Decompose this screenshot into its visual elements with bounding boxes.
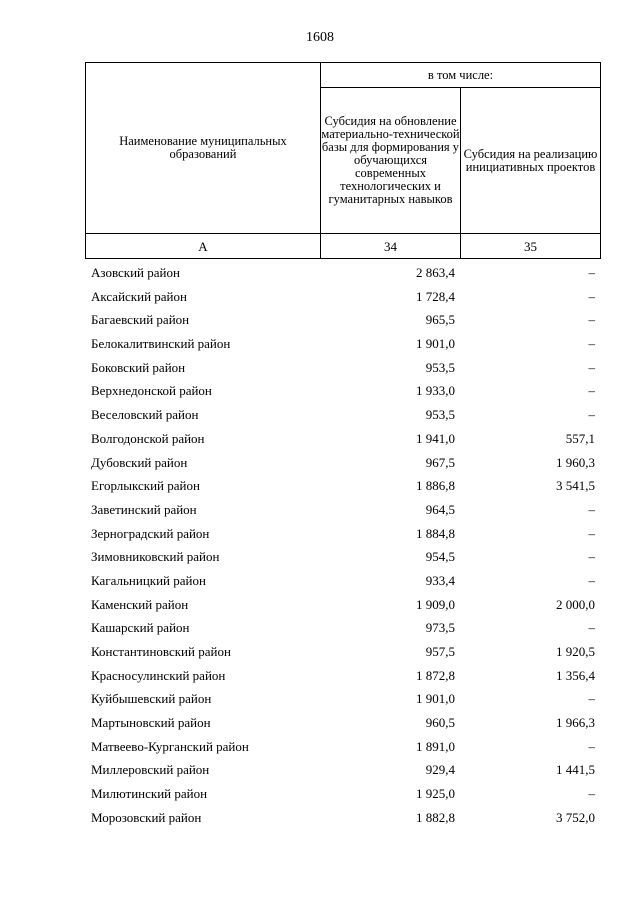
subsidy-35-value: 1 960,3: [556, 454, 595, 470]
municipality-name: Заветинский район: [91, 501, 197, 517]
municipality-name: Волгодонской район: [91, 430, 205, 446]
subsidy-34-value: 1 901,0: [416, 336, 455, 352]
municipality-name: Мартыновский район: [91, 715, 211, 731]
subsidy-34-value: 933,4: [425, 572, 455, 588]
column-35-header: Субсидия на реализацию инициативных проектов: [461, 88, 601, 234]
subsidy-34-value: 1 933,0: [416, 383, 455, 399]
subsidy-34-value: 967,5: [425, 454, 455, 470]
subsidy-35-value: –: [588, 572, 595, 588]
table-row: [85, 664, 601, 688]
table-body: [85, 261, 601, 830]
municipality-name: Куйбышевский район: [91, 691, 212, 707]
municipality-name: Морозовский район: [91, 809, 202, 825]
subsidy-34-value: 1 728,4: [416, 288, 455, 304]
subsidy-34-value: 2 863,4: [416, 265, 455, 280]
subsidy-34-value: 953,5: [425, 359, 455, 375]
subsidy-34-value: 1 882,8: [416, 809, 455, 825]
municipality-name: Веселовский район: [91, 407, 199, 423]
table-row: [85, 451, 601, 475]
table-row: [85, 427, 601, 451]
municipality-name: Зимовниковский район: [91, 549, 220, 565]
subsidy-34-value: 973,5: [425, 620, 455, 636]
municipality-name: Аксайский район: [91, 288, 187, 304]
table-row: [85, 782, 601, 806]
subsidy-35-value: 3 752,0: [556, 809, 595, 825]
municipality-name: Егорлыкский район: [91, 478, 200, 494]
subsidy-35-value: –: [588, 383, 595, 399]
subsidy-34-value: 1 909,0: [416, 596, 455, 612]
subsidy-35-value: 1 356,4: [556, 667, 595, 683]
subsidy-35-value: 2 000,0: [556, 596, 595, 612]
table-row: [85, 687, 601, 711]
table-row: [85, 735, 601, 759]
table-row: [85, 806, 601, 830]
table-row: [85, 332, 601, 356]
group-header: в том числе:: [321, 63, 601, 88]
municipality-name: Белокалитвинский район: [91, 336, 231, 352]
column-index-a: А: [86, 234, 321, 259]
subsidy-35-value: –: [588, 549, 595, 565]
subsidy-34-value: 954,5: [425, 549, 455, 565]
subsidy-34-value: 1 925,0: [416, 786, 455, 802]
table-row: [85, 758, 601, 782]
subsidy-35-value: –: [588, 786, 595, 802]
subsidy-35-value: –: [588, 501, 595, 517]
table-row: [85, 593, 601, 617]
table-header: [85, 62, 601, 259]
subsidy-34-value: 929,4: [425, 762, 455, 778]
municipality-name: Азовский район: [91, 265, 180, 280]
municipality-name: Миллеровский район: [91, 762, 210, 778]
municipality-name: Красносулинский район: [91, 667, 226, 683]
municipality-name: Кагальницкий район: [91, 572, 206, 588]
subsidy-35-value: –: [588, 336, 595, 352]
table-row: [85, 285, 601, 309]
table-row: [85, 545, 601, 569]
table-row: [85, 711, 601, 735]
column-index-34: 34: [321, 234, 461, 259]
subsidy-34-value: 1 886,8: [416, 478, 455, 494]
subsidy-34-value: 1 941,0: [416, 430, 455, 446]
municipality-column-header: Наименование муниципальных образований: [86, 63, 321, 234]
table-row: [85, 498, 601, 522]
subsidy-35-value: –: [588, 738, 595, 754]
table-row: [85, 474, 601, 498]
municipality-name: Зерноградский район: [91, 525, 210, 541]
subsidy-35-value: 1 441,5: [556, 762, 595, 778]
subsidy-35-value: 1 966,3: [556, 715, 595, 731]
subsidy-35-value: –: [588, 359, 595, 375]
subsidy-35-value: –: [588, 265, 595, 280]
table-row: [85, 308, 601, 332]
municipality-name: Константиновский район: [91, 644, 231, 659]
subsidy-34-value: 1 884,8: [416, 525, 455, 541]
subsidy-34-value: 964,5: [425, 501, 455, 517]
subsidy-34-value: 960,5: [425, 715, 455, 731]
table-row: [85, 569, 601, 593]
table-row: [85, 261, 601, 285]
table-row: [85, 356, 601, 380]
subsidy-34-value: 1 891,0: [416, 738, 455, 754]
subsidy-35-value: –: [588, 288, 595, 304]
municipality-name: Боковский район: [91, 359, 186, 375]
subsidy-35-value: –: [588, 312, 595, 328]
subsidy-34-value: 953,5: [425, 407, 455, 423]
subsidy-34-value: 1 872,8: [416, 667, 455, 683]
table-row: [85, 616, 601, 640]
subsidy-35-value: –: [588, 620, 595, 636]
municipality-name: Дубовский район: [91, 454, 188, 470]
column-index-35: 35: [461, 234, 601, 259]
municipality-name: Милютинский район: [91, 786, 208, 802]
subsidy-35-value: –: [588, 525, 595, 541]
subsidy-35-value: 557,1: [565, 430, 595, 446]
municipality-name: Матвеево-Курганский район: [91, 738, 249, 754]
table-row: [85, 379, 601, 403]
subsidy-35-value: –: [588, 691, 595, 707]
municipality-name: Каменский район: [91, 596, 189, 612]
subsidy-34-value: 965,5: [425, 312, 455, 328]
subsidy-34-value: 957,5: [425, 644, 455, 659]
municipality-name: Верхнедонской район: [91, 383, 212, 399]
table-row: [85, 522, 601, 546]
subsidy-34-value: 1 901,0: [416, 691, 455, 707]
municipality-name: Багаевский район: [91, 312, 190, 328]
subsidy-35-value: –: [588, 407, 595, 423]
municipality-name: Кашарский район: [91, 620, 190, 636]
page-number: 1608: [306, 30, 334, 45]
table-row: [85, 640, 601, 664]
column-34-header: Субсидия на обновление материально-технической базы для формирования у обучающихся современных технологических и гуманитарных навыков: [321, 88, 461, 234]
subsidy-35-value: 3 541,5: [556, 478, 595, 494]
table-row: [85, 403, 601, 427]
subsidy-35-value: 1 920,5: [556, 644, 595, 659]
